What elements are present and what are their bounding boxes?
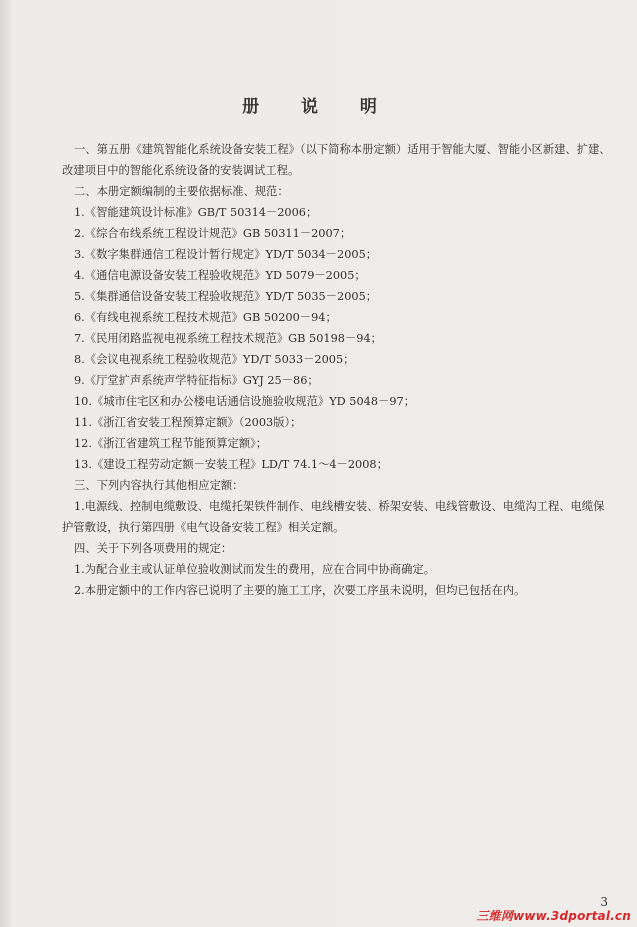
list-item: 1.《智能建筑设计标准》GB/T 50314－2006； [74,206,318,219]
list-item: 4.《通信电源设备安装工程验收规范》YD 5079－2005； [74,269,366,282]
paragraph-fees-item-1: 1.为配合业主或认证单位验收测试而发生的费用，应在合同中协商确定。 [74,563,435,576]
paragraph-other-quotas-heading: 三、下列内容执行其他相应定额： [74,479,244,492]
list-item: 12.《浙江省建筑工程节能预算定额》； [74,437,268,450]
list-item: 2.《综合布线系统工程设计规范》GB 50311－2007； [74,227,352,240]
watermark: 三维网www.3dportal.cn [476,909,631,923]
page-title: 册 说 明 [242,97,395,117]
list-item: 5.《集群通信设备安装工程验收规范》YD/T 5035－2005； [74,290,378,303]
paragraph-other-quotas-item: 1.电源线、控制电缆敷设、电缆托架铁件制作、电线槽安装、桥架安装、电线管敷设、电缆沟工程、电缆保护管敷设，执行第四册《电气设备安装工程》相关定额。 [62,500,605,534]
paragraph-standards-heading: 二、本册定额编制的主要依据标准、规范： [74,185,289,198]
list-item: 10.《城市住宅区和办公楼电话通信设施验收规范》YD 5048－97； [74,395,416,408]
page-number: 3 [600,895,608,909]
list-item: 9.《厅堂扩声系统声学特征指标》GYJ 25－86； [74,374,319,387]
list-item: 8.《会议电视系统工程验收规范》YD/T 5033－2005； [74,353,355,366]
document-body [62,139,612,601]
list-item: 11.《浙江省安装工程预算定额》（2003版）； [74,416,302,429]
list-item: 3.《数字集群通信工程设计暂行规定》YD/T 5034－2005； [74,248,378,261]
paragraph-fees-heading: 四、关于下列各项费用的规定： [74,542,233,555]
paragraph-scope: 一、第五册《建筑智能化系统设备安装工程》（以下简称本册定额）适用于智能大厦、智能小区新建、扩建、改建项目中的智能化系统设备的安装调试工程。 [62,143,611,177]
list-item: 6.《有线电视系统工程技术规范》GB 50200－94； [74,311,337,324]
paragraph-fees-item-2: 2.本册定额中的工作内容已说明了主要的施工工序，次要工序虽未说明，但均已包括在内。 [74,584,526,597]
list-item: 13.《建设工程劳动定额－安装工程》LD/T 74.1～4－2008； [74,458,388,471]
standards-list [62,202,612,475]
list-item: 7.《民用闭路监视电视系统工程技术规范》GB 50198－94； [74,332,382,345]
